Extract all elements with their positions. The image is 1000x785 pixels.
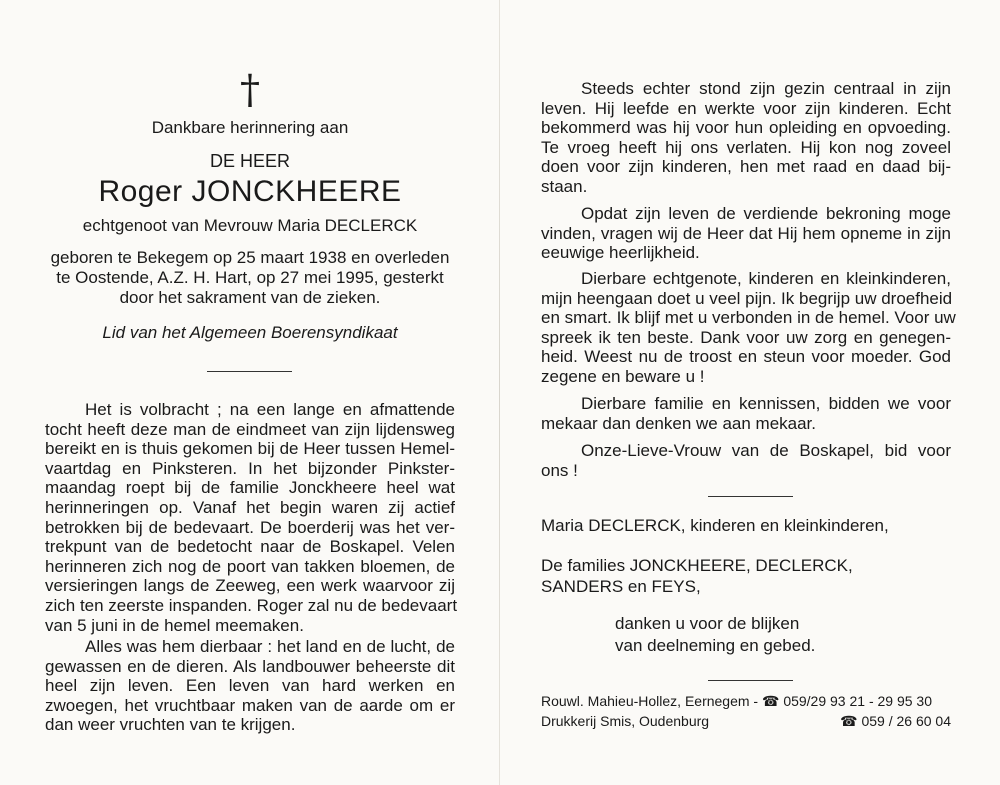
paragraph-line: doen voor zijn kinderen, hen met raad en daad bij- bbox=[541, 157, 951, 177]
paragraph-line: Steeds echter stond zijn gezin centraal in zijn bbox=[581, 79, 951, 98]
paragraph-line: dan weer vruchten van te krijgen. bbox=[45, 715, 296, 735]
paragraph-line: bereikt en is thuis gekomen bij de Heer tussen Hemel- bbox=[45, 439, 455, 459]
spouse-line: echtgenoot van Mevrouw Maria DECLERCK bbox=[82, 216, 418, 235]
paragraph-line: Dierbare echtgenote, kinderen en kleinkinderen, bbox=[581, 269, 951, 288]
paragraph bbox=[541, 441, 951, 480]
paragraph-line: bekommerd was hij voor hun opleiding en opvoeding. bbox=[541, 118, 951, 138]
paragraph-line: leven. Hij leefde en werkte voor zijn kinderen. Echt bbox=[541, 98, 951, 118]
thanks-line: van deelneming en gebed. bbox=[615, 636, 816, 655]
paragraph-line: Onze-Lieve-Vrouw van de Boskapel, bid voor bbox=[581, 441, 951, 460]
deceased-name: Roger JONCKHEERE bbox=[98, 175, 402, 208]
paragraph-line: tocht heeft deze man de eindmeet van zijn lijdensweg bbox=[45, 419, 455, 439]
paragraph-line: ons ! bbox=[541, 460, 578, 480]
printer-phone: ☎ 059 / 26 60 04 bbox=[840, 713, 951, 729]
birth-death-line: door het sakrament van de zieken. bbox=[119, 288, 381, 307]
paragraph bbox=[541, 79, 951, 197]
cross-icon: † bbox=[240, 67, 260, 113]
paragraph-line: Alles was hem dierbaar : het land en de lucht, de bbox=[85, 637, 455, 656]
paragraph-line: mekaar dan denken we aan mekaar. bbox=[541, 413, 817, 433]
birth-death-line: geboren te Bekegem op 25 maart 1938 en overleden bbox=[50, 248, 450, 267]
paragraph-line: spreek ik ten beste. Dank voor uw zorg en genegen- bbox=[541, 327, 951, 347]
paragraph bbox=[45, 637, 455, 735]
paragraph-line: gewassen en de dieren. Als landbouwer beheerste dit bbox=[45, 656, 455, 676]
paragraph-line: heel zijn leven. Een leven van hard werken en bbox=[45, 676, 455, 696]
family-line: Maria DECLERCK, kinderen en kleinkinderen, bbox=[541, 516, 889, 535]
paragraph-line: en smart. Ik blijf met u verbonden in de hemel. Voor uw bbox=[541, 308, 956, 328]
printer-credit bbox=[541, 711, 951, 731]
paragraph-line: vaartdag en Pinksteren. In het bijzonder Pinkster- bbox=[45, 458, 455, 478]
right-page bbox=[541, 0, 956, 785]
paragraph bbox=[541, 394, 951, 433]
printer-name: Drukkerij Smis, Oudenburg bbox=[541, 713, 710, 729]
paragraph bbox=[45, 400, 458, 635]
paragraph-line: herinneringen op. Vanaf het begin waren zij actief bbox=[45, 497, 455, 517]
paragraph-line: zwoegen, het vruchtbaar maken van de aarde om er bbox=[45, 695, 455, 715]
birth-death-line: te Oostende, A.Z. H. Hart, op 27 mei 1995, gesterkt bbox=[56, 268, 444, 287]
left-page bbox=[45, 0, 458, 785]
divider bbox=[708, 680, 793, 681]
family-line: SANDERS en FEYS, bbox=[541, 577, 701, 596]
paragraph-line: herinneren zich nog de poort van takken bloemen, de bbox=[45, 556, 455, 576]
paragraph-line: vinden, vragen wij de Heer dat Hij hem opneme in zijn bbox=[541, 223, 951, 243]
paragraph-line: trekpunt van de bedetocht naar de Boskapel. Velen bbox=[45, 537, 455, 557]
honorific: DE HEER bbox=[209, 151, 290, 171]
paragraph-line: versieringen langs de Zeeweg, een werk waarvoor zij bbox=[45, 576, 455, 596]
paragraph-line: van 5 juni in de hemel meemaken. bbox=[45, 615, 304, 635]
printer-credit bbox=[541, 691, 951, 711]
divider bbox=[708, 496, 793, 497]
paragraph-line: Het is volbracht ; na een lange en afmattende bbox=[85, 400, 455, 419]
paragraph-line: maandag roept bij de familie Jonckheere heel wat bbox=[45, 478, 455, 498]
paragraph-line: staan. bbox=[541, 176, 588, 196]
dedication: Dankbare herinnering aan bbox=[151, 118, 349, 137]
membership: Lid van het Algemeen Boerensyndikaat bbox=[102, 323, 398, 342]
paragraph-line: betrokken bij de bedevaart. De boerderij was het ver- bbox=[45, 517, 455, 537]
divider bbox=[207, 371, 292, 372]
printer-name: Rouwl. Mahieu-Hollez, Eernegem - bbox=[541, 693, 762, 709]
family-line: De families JONCKHEERE, DECLERCK, bbox=[541, 556, 853, 575]
paragraph-line: Opdat zijn leven de verdiende bekroning moge bbox=[581, 204, 951, 223]
paragraph bbox=[541, 204, 951, 263]
paragraph-line: eeuwige heerlijkheid. bbox=[541, 243, 700, 263]
thanks-line: danken u voor de blijken bbox=[615, 614, 800, 633]
paragraph-line: zich ten zeerste inspanden. Roger zal nu de bedevaart bbox=[45, 595, 458, 615]
paragraph bbox=[541, 269, 956, 387]
paragraph-line: mijn heengaan doet u veel pijn. Ik begrijp uw droefheid bbox=[541, 288, 953, 308]
printer-phone: ☎ 059/29 93 21 - 29 95 30 bbox=[761, 693, 932, 709]
fold-line bbox=[499, 0, 500, 785]
paragraph-line: Te vroeg heeft hij ons verlaten. Hij kon nog zoveel bbox=[541, 137, 951, 157]
birth-death-info bbox=[45, 248, 455, 308]
paragraph-line: Dierbare familie en kennissen, bidden we voor bbox=[581, 394, 951, 413]
paragraph-line: zegene en beware u ! bbox=[541, 366, 705, 386]
paragraph-line: heid. Weest nu de troost en steun voor moeder. God bbox=[541, 347, 951, 367]
